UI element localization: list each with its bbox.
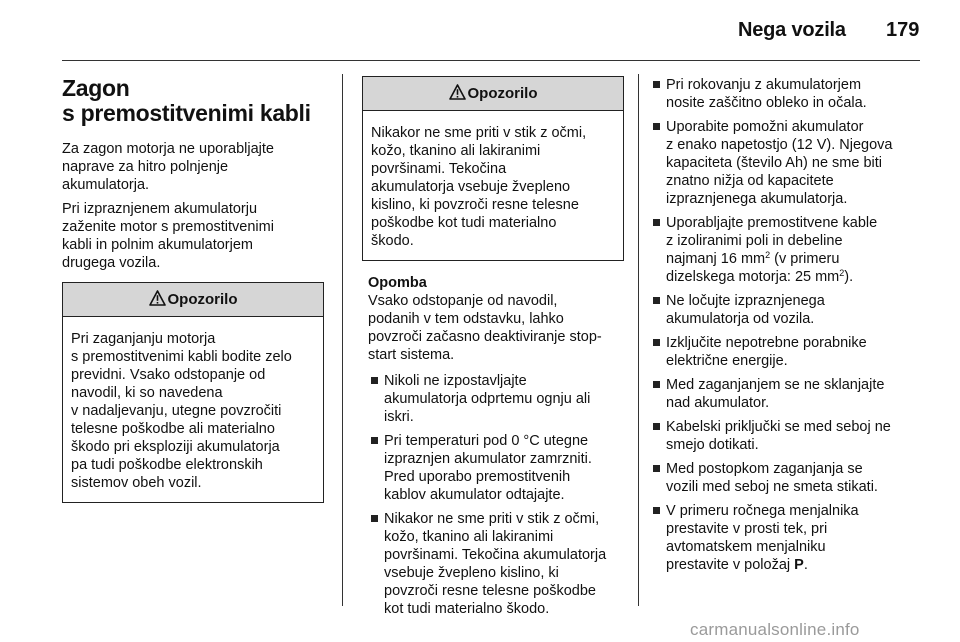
list-item bbox=[650, 418, 922, 454]
text-line: Pri rokovanju z akumulatorjem bbox=[666, 77, 862, 93]
watermark: carmanualsonline.info bbox=[690, 620, 860, 639]
list-item bbox=[650, 118, 922, 208]
gear-position-label: P bbox=[794, 557, 804, 573]
section-title-line: Zagon bbox=[62, 75, 130, 101]
page-header-title: Nega vozila bbox=[738, 19, 846, 41]
text-line: Izključite nepotrebne porabnike bbox=[666, 335, 867, 351]
text-line: Ne ločujte izpraznjenega bbox=[666, 293, 825, 309]
list-item bbox=[650, 292, 922, 328]
text-line: kislino, ki povzroči resne telesne bbox=[371, 197, 579, 213]
list-item bbox=[368, 432, 624, 504]
text-line: povzroči resne telesne poškodbe bbox=[384, 583, 596, 599]
intro-paragraph bbox=[62, 140, 324, 194]
text-line: Za zagon motorja ne uporabljajte bbox=[62, 141, 274, 157]
list-item bbox=[650, 214, 922, 286]
warning-body bbox=[363, 111, 623, 260]
text-line: Pri zaganjanju motorja bbox=[71, 331, 216, 347]
text-line: start sistema. bbox=[368, 347, 455, 363]
text-line: drugega vozila. bbox=[62, 255, 161, 271]
text-line: izpraznjen akumulator zamrzniti. bbox=[384, 451, 592, 467]
text-fragment: dizelskega motorja: 25 mm bbox=[666, 269, 840, 285]
text-line bbox=[666, 268, 922, 286]
list-item bbox=[650, 334, 922, 370]
text-line: s premostitvenimi kabli bodite zelo bbox=[71, 349, 292, 365]
text-line: smejo dotikati. bbox=[666, 437, 759, 453]
superscript: 2 bbox=[839, 268, 845, 278]
warning-box bbox=[362, 76, 624, 261]
page-number: 179 bbox=[886, 19, 920, 41]
list-item bbox=[650, 460, 922, 496]
text-line: Pred uporabo premostitvenih bbox=[384, 469, 571, 485]
warning-triangle-icon bbox=[149, 290, 166, 306]
text-line: Pri izpraznjenem akumulatorju bbox=[62, 201, 258, 217]
text-fragment: najmanj 16 mm bbox=[666, 251, 766, 267]
text-fragment: ). bbox=[844, 269, 854, 285]
column-2 bbox=[362, 76, 624, 624]
text-line: previdni. Vsako odstopanje od bbox=[71, 367, 266, 383]
text-line: kapaciteta (število Ah) ne sme biti bbox=[666, 155, 882, 171]
section-title bbox=[62, 76, 324, 126]
text-line bbox=[666, 556, 922, 574]
section-title-line: s premostitvenimi kabli bbox=[62, 100, 311, 126]
list-item bbox=[368, 372, 624, 426]
text-line: akumulatorja odprtemu ognju ali bbox=[384, 391, 591, 407]
list-item bbox=[368, 510, 624, 618]
text-line: nosite zaščitno obleko in očala. bbox=[666, 95, 867, 111]
text-line: vozili med seboj ne smeta stikati. bbox=[666, 479, 878, 495]
text-line: pa tudi poškodbe elektronskih bbox=[71, 457, 263, 473]
list-item bbox=[650, 502, 922, 574]
warning-triangle-icon bbox=[449, 84, 466, 100]
text-line: Nikakor ne sme priti v stik z očmi, bbox=[384, 511, 600, 527]
text-line: kožo, tkanino ali lakiranimi bbox=[384, 529, 554, 545]
text-line: povzroči začasno deaktiviranje stop- bbox=[368, 329, 602, 345]
text-line: akumulatorja od vozila. bbox=[666, 311, 815, 327]
intro-paragraph bbox=[62, 200, 324, 272]
text-line: kot tudi materialno škodo. bbox=[384, 601, 550, 617]
text-line: zaženite motor s premostitvenimi bbox=[62, 219, 274, 235]
warning-heading bbox=[63, 283, 323, 317]
text-line: z izoliranimi poli in debeline bbox=[666, 233, 843, 249]
note-block bbox=[362, 274, 624, 364]
text-line: Uporabljajte premostitvene kable bbox=[666, 215, 878, 231]
text-line: akumulatorja vsebuje žvepleno bbox=[371, 179, 571, 195]
bullet-list bbox=[362, 372, 624, 618]
text-line: Nikoli ne izpostavljajte bbox=[384, 373, 527, 389]
text-line: navodil, ki so navedena bbox=[71, 385, 223, 401]
list-item bbox=[650, 76, 922, 112]
text-line: iskri. bbox=[384, 409, 414, 425]
text-line: Med zaganjanjem se ne sklanjajte bbox=[666, 377, 885, 393]
warning-heading-text: Opozorilo bbox=[167, 291, 238, 308]
text-line: z enako napetostjo (12 V). Njegova bbox=[666, 137, 893, 153]
text-line: naprave za hitro polnjenje bbox=[62, 159, 229, 175]
text-fragment: prestavite v položaj bbox=[666, 557, 795, 573]
text-line: v nadaljevanju, utegne povzročiti bbox=[71, 403, 282, 419]
text-line: kabli in polnim akumulatorjem bbox=[62, 237, 253, 253]
text-line bbox=[666, 250, 922, 268]
column-1 bbox=[62, 76, 324, 503]
text-line: Vsako odstopanje od navodil, bbox=[368, 293, 558, 309]
text-line: Pri temperaturi pod 0 °C utegne bbox=[384, 433, 589, 449]
text-line: površinami. Tekočina akumulatorja bbox=[384, 547, 607, 563]
bullet-list bbox=[650, 76, 922, 574]
warning-body bbox=[63, 317, 323, 502]
warning-heading-text: Opozorilo bbox=[467, 85, 538, 102]
text-line: prestavite v prosti tek, pri bbox=[666, 521, 828, 537]
note-heading: Opomba bbox=[368, 275, 427, 291]
header-rule bbox=[62, 60, 920, 61]
text-line: Uporabite pomožni akumulator bbox=[666, 119, 864, 135]
text-line: električne energije. bbox=[666, 353, 788, 369]
note-body bbox=[368, 292, 624, 364]
text-line: avtomatskem menjalniku bbox=[666, 539, 826, 555]
warning-box bbox=[62, 282, 324, 503]
text-line: V primeru ročnega menjalnika bbox=[666, 503, 859, 519]
text-fragment: (v primeru bbox=[770, 251, 840, 267]
text-line: sistemov obeh vozil. bbox=[71, 475, 202, 491]
text-line: podanih v tem odstavku, lahko bbox=[368, 311, 564, 327]
list-item bbox=[650, 376, 922, 412]
column-divider-1 bbox=[342, 74, 343, 606]
text-line: Nikakor ne sme priti v stik z očmi, bbox=[371, 125, 587, 141]
text-line: vsebuje žvepleno kislino, ki bbox=[384, 565, 559, 581]
text-line: znatno nižja od kapacitete bbox=[666, 173, 834, 189]
column-3 bbox=[650, 76, 922, 580]
text-line: kablov akumulator odtajajte. bbox=[384, 487, 565, 503]
superscript: 2 bbox=[765, 250, 771, 260]
text-line: Kabelski priključki se med seboj ne bbox=[666, 419, 891, 435]
column-divider-2 bbox=[638, 74, 639, 606]
text-line: poškodbe kot tudi materialno bbox=[371, 215, 557, 231]
text-line: izpraznjenega akumulatorja. bbox=[666, 191, 848, 207]
warning-heading bbox=[363, 77, 623, 111]
text-line: škodo. bbox=[371, 233, 414, 249]
text-line: akumulatorja. bbox=[62, 177, 150, 193]
text-line: škodo pri eksploziji akumulatorja bbox=[71, 439, 280, 455]
text-line: kožo, tkanino ali lakiranimi bbox=[371, 143, 541, 159]
text-fragment: . bbox=[803, 557, 808, 573]
text-line: nad akumulator. bbox=[666, 395, 770, 411]
text-line: Med postopkom zaganjanja se bbox=[666, 461, 863, 477]
text-line: površinami. Tekočina bbox=[371, 161, 507, 177]
text-line: telesne poškodbe ali materialno bbox=[71, 421, 275, 437]
